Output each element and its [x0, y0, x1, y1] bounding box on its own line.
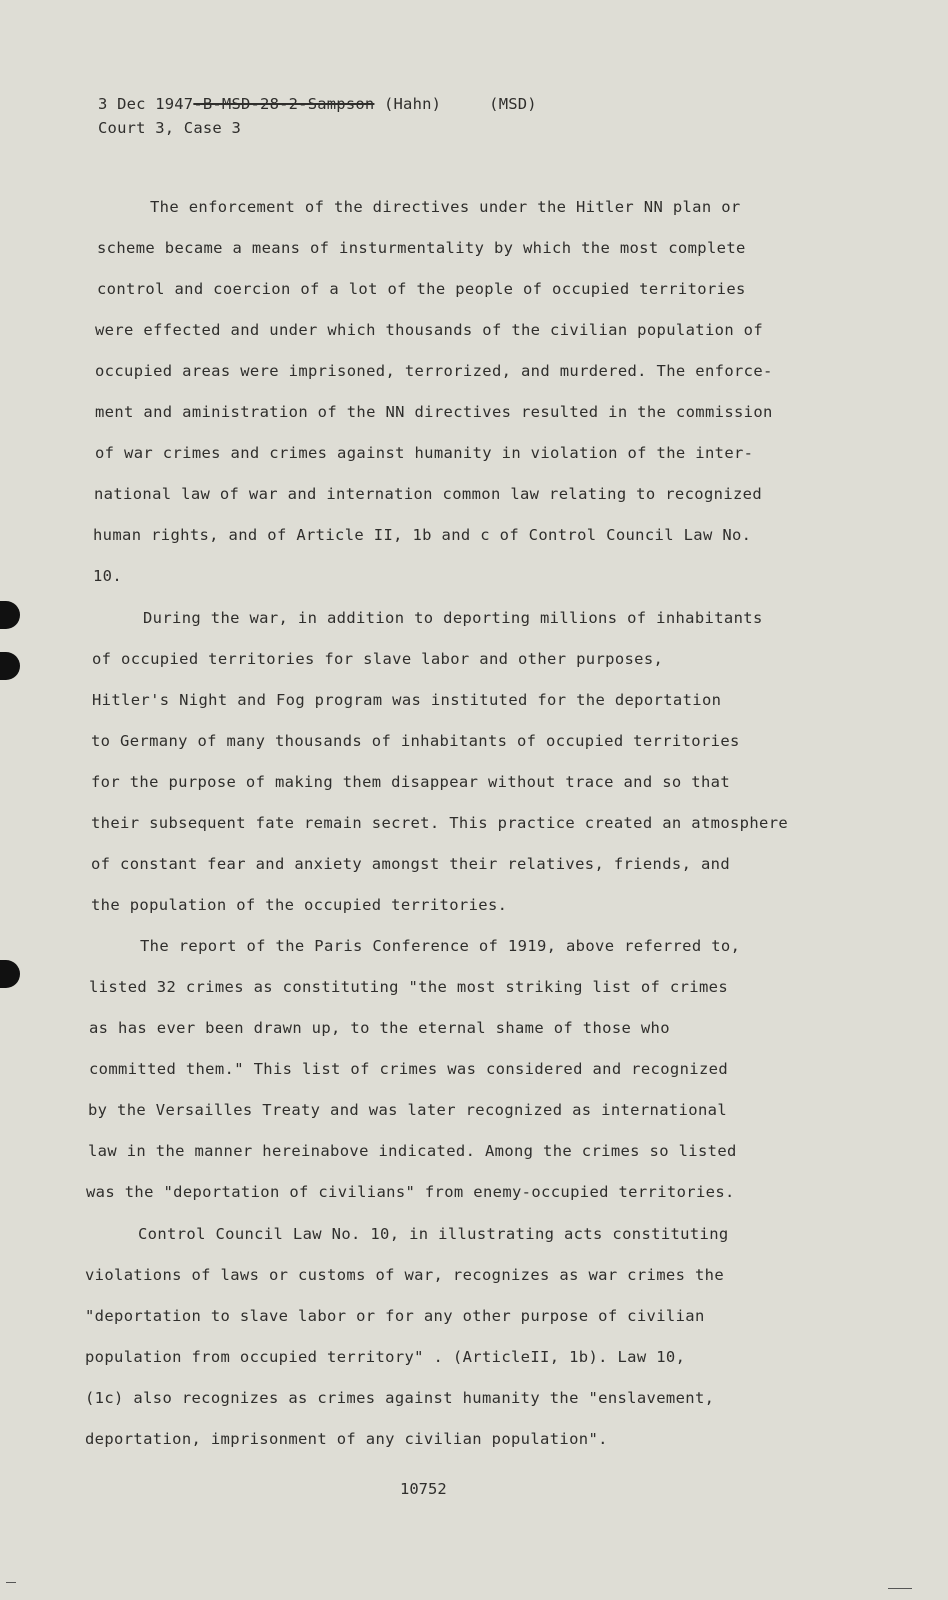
text-line: ment and aministration of the NN directives resulted in the commission	[95, 403, 773, 421]
text-line: occupied areas were imprisoned, terrorized, and murdered. The enforce-	[95, 362, 773, 380]
text-line: The report of the Paris Conference of 1919, above referred to,	[140, 937, 741, 955]
punch-hole	[0, 652, 20, 680]
text-line: "deportation to slave labor or for any other purpose of civilian	[85, 1307, 705, 1325]
text-line: Hitler's Night and Fog program was instituted for the deportation	[92, 691, 722, 709]
text-line: of constant fear and anxiety amongst their relatives, friends, and	[91, 855, 730, 873]
text-line: the population of the occupied territories.	[91, 896, 508, 914]
text-line: were effected and under which thousands of the civilian population of	[95, 321, 764, 339]
page-number: 10752	[400, 1480, 447, 1498]
scan-mark	[6, 1582, 16, 1583]
text-line: committed them." This list of crimes was considered and recognized	[89, 1060, 728, 1078]
text-line: of war crimes and crimes against humanity in violation of the inter-	[95, 444, 754, 462]
header-name: (Hahn)	[374, 95, 442, 113]
text-line: deportation, imprisonment of any civilian population".	[85, 1430, 608, 1448]
text-line: 10.	[93, 567, 123, 585]
text-line: The enforcement of the directives under the Hitler NN plan or	[150, 198, 741, 216]
header-struck-reference: -B-MSD-28-2-Sampson	[193, 95, 375, 113]
text-line: national law of war and internation common law relating to recognized	[94, 485, 763, 503]
text-line: as has ever been drawn up, to the eternal shame of those who	[89, 1019, 670, 1037]
text-line: listed 32 crimes as constituting "the most striking list of crimes	[89, 978, 728, 996]
text-line: human rights, and of Article II, 1b and c of Control Council Law No.	[93, 526, 752, 544]
text-line: was the "deportation of civilians" from enemy-occupied territories.	[86, 1183, 735, 1201]
text-line: Control Council Law No. 10, in illustrating acts constituting	[138, 1225, 729, 1243]
text-line: for the purpose of making them disappear without trace and so that	[91, 773, 730, 791]
header-date: 3 Dec 1947	[98, 95, 194, 113]
scan-mark	[888, 1588, 912, 1589]
text-line: to Germany of many thousands of inhabitants of occupied territories	[91, 732, 740, 750]
text-line: their subsequent fate remain secret. This practice created an atmosphere	[91, 814, 789, 832]
header-tag: (MSD)	[489, 95, 537, 113]
text-line: violations of laws or customs of war, recognizes as war crimes the	[85, 1266, 724, 1284]
document-header	[98, 92, 537, 140]
text-line: population from occupied territory" . (ArticleII, 1b). Law 10,	[85, 1348, 686, 1366]
text-line: control and coercion of a lot of the people of occupied territories	[97, 280, 746, 298]
text-line: by the Versailles Treaty and was later recognized as international	[88, 1101, 727, 1119]
text-line: law in the manner hereinabove indicated. Among the crimes so listed	[88, 1142, 737, 1160]
text-line: During the war, in addition to deporting millions of inhabitants	[143, 609, 763, 627]
text-line: of occupied territories for slave labor and other purposes,	[92, 650, 664, 668]
text-line: scheme became a means of insturmentality by which the most complete	[97, 239, 746, 257]
punch-hole	[0, 960, 20, 988]
punch-hole	[0, 601, 20, 629]
text-line: (1c) also recognizes as crimes against humanity the "enslavement,	[85, 1389, 715, 1407]
header-court: Court 3, Case 3	[98, 119, 241, 137]
